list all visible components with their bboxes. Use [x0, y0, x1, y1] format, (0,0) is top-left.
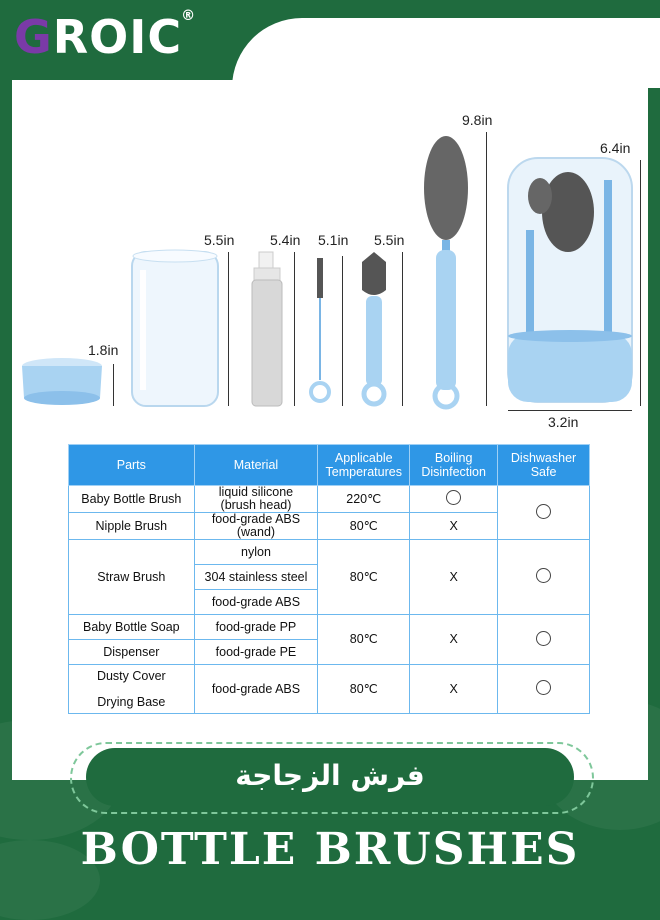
part-cell: Straw Brush	[69, 540, 195, 615]
cup-dimension-line	[228, 252, 229, 406]
material-line: liquid silicone	[218, 485, 294, 499]
boiling-cell: X	[410, 615, 498, 665]
material-cell: 304 stainless steel	[194, 565, 318, 590]
registered-mark: ®	[181, 8, 197, 24]
part-cell: Baby Bottle Soap	[69, 615, 195, 640]
temperature-cell: 80℃	[318, 540, 410, 615]
drying-case-image	[508, 158, 632, 402]
material-cell: nylon	[194, 540, 318, 565]
boiling-cell: X	[410, 665, 498, 714]
boiling-cell: X	[410, 513, 498, 540]
case-width-dimension-line	[508, 410, 632, 411]
dishwasher-cell	[498, 615, 590, 665]
arabic-banner-text: فرش الزجاجة	[86, 748, 574, 806]
header-parts: Parts	[69, 445, 195, 486]
part-line: Drying Base	[97, 694, 166, 709]
header-temp-line1: Applicable	[334, 451, 393, 465]
header-boil-line1: Boiling	[434, 451, 473, 465]
nipple-brush-image	[362, 252, 386, 404]
part-line: Dusty Cover	[96, 668, 166, 683]
dishwasher-cell	[498, 486, 590, 540]
circle-icon	[536, 680, 551, 695]
table-row	[69, 615, 590, 640]
boiling-cell	[410, 486, 498, 513]
temperature-cell: 80℃	[318, 665, 410, 714]
straw-dimension-line	[342, 256, 343, 406]
part-cell: Dispenser	[69, 640, 195, 665]
header-dish-line1: Dishwasher	[510, 451, 577, 465]
header-material: Material	[194, 445, 318, 486]
bottle-brush-image	[424, 136, 468, 407]
header-temperatures	[318, 445, 410, 486]
cup-height-label: 5.5in	[204, 232, 235, 248]
circle-icon	[536, 568, 551, 583]
bottle-brush-height-label: 9.8in	[462, 112, 493, 128]
material-line: (wand)	[236, 525, 276, 539]
case-width-label: 3.2in	[548, 414, 579, 430]
circle-icon	[536, 504, 551, 519]
boiling-cell: X	[410, 540, 498, 615]
part-cell: Baby Bottle Brush	[69, 486, 195, 513]
product-headline: BOTTLE BRUSHES	[80, 824, 580, 875]
table-row	[69, 486, 590, 513]
straw-height-label: 5.1in	[318, 232, 349, 248]
soap-dish-image	[22, 358, 102, 405]
circle-icon	[446, 490, 461, 505]
material-cell	[194, 486, 318, 513]
header-boil-line2: Disinfection	[421, 465, 486, 479]
specification-table	[68, 444, 590, 714]
material-cell: food-grade PP	[194, 615, 318, 640]
dishwasher-cell	[498, 540, 590, 615]
table-row	[69, 665, 590, 714]
case-height-label: 6.4in	[600, 140, 631, 156]
nipple-height-label: 5.5in	[374, 232, 405, 248]
part-cell	[69, 665, 195, 714]
material-cell	[194, 513, 318, 540]
table-header-row	[69, 445, 590, 486]
dishwasher-cell	[498, 665, 590, 714]
dish-dimension-line	[113, 364, 114, 406]
bottle-brush-dimension-line	[486, 132, 487, 406]
dispenser-dimension-line	[294, 252, 295, 406]
straw-brush-image	[311, 258, 329, 401]
logo-rest: ROIC	[52, 10, 183, 64]
header-temp-line2: Temperatures	[325, 465, 402, 479]
material-cell: food-grade ABS	[194, 590, 318, 615]
material-line: food-grade ABS	[211, 512, 301, 526]
header-boiling	[410, 445, 498, 486]
circle-icon	[536, 631, 551, 646]
table-row	[69, 540, 590, 565]
dispenser-height-label: 5.4in	[270, 232, 301, 248]
temperature-cell: 80℃	[318, 615, 410, 665]
header-dish-line2: Safe	[530, 465, 557, 479]
logo-g: G	[14, 10, 53, 64]
material-cell: food-grade PE	[194, 640, 318, 665]
material-cell: food-grade ABS	[194, 665, 318, 714]
temperature-cell: 220℃	[318, 486, 410, 513]
case-height-dimension-line	[640, 160, 641, 406]
nipple-dimension-line	[402, 252, 403, 406]
product-illustration	[0, 0, 660, 440]
header-dishwasher	[498, 445, 590, 486]
material-line: (brush head)	[220, 498, 292, 512]
soap-dispenser-image	[252, 252, 282, 406]
part-cell: Nipple Brush	[69, 513, 195, 540]
dish-height-label: 1.8in	[88, 342, 119, 358]
temperature-cell: 80℃	[318, 513, 410, 540]
dust-cover-cup-image	[132, 250, 218, 406]
